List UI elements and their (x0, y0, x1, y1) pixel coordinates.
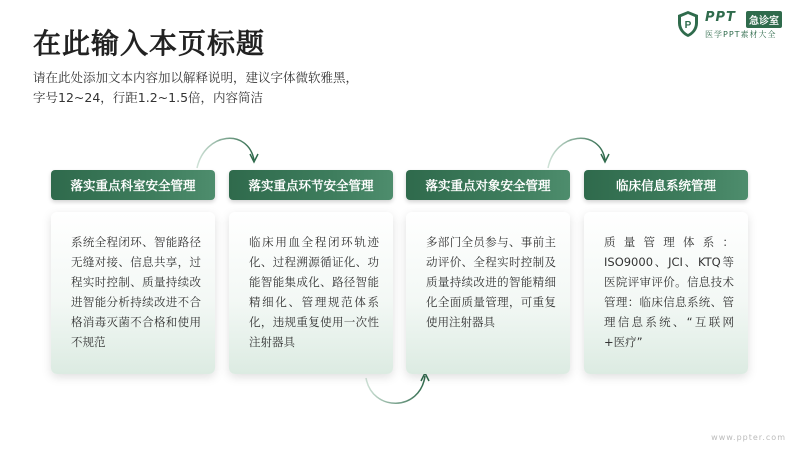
section-3-title: 落实重点对象安全管理 (406, 170, 570, 200)
arrow-3-to-4 (548, 138, 609, 168)
brand-badge: 急诊室 (746, 11, 782, 28)
section-2-card (229, 212, 393, 374)
svg-text:P: P (684, 20, 692, 31)
section-1-card (51, 212, 215, 374)
page-title: 在此输入本页标题 (33, 27, 266, 60)
arrow-1-to-2 (197, 138, 258, 168)
section-4-title: 临床信息系统管理 (584, 170, 748, 200)
brand-tagline: 医学PPT素材大全 (705, 30, 777, 39)
section-1-body: 系统全程闭环、智能路径无缝对接、信息共享，过程实时控制、质量持续改进智能分析持续改进不合格消毒灭菌不合格和使用不规范 (71, 235, 201, 349)
section-3-body: 多部门全员参与、事前主动评价、全程实时控制及质量持续改进的智能精细化全面质量管理，可重复使用注射器具 (426, 235, 556, 329)
description-line-1: 请在此处添加文本内容加以解释说明，建议字体微软雅黑， (33, 70, 359, 85)
section-2-body: 临床用血全程闭环轨迹化、过程溯源循证化、功能智能集成化、路径智能精细化、管理规范体系化，违规重复使用一次性注射器具 (249, 235, 379, 349)
arrow-2-to-3 (366, 373, 429, 403)
section-4-body: 质量管理体系：ISO9000、JCI、KTQ等医院评审评价。信息技术管理：临床信息系统、管理信息系统、“互联网+医疗” (604, 235, 734, 349)
section-4-card (584, 212, 748, 374)
section-1-title: 落实重点科室安全管理 (51, 170, 215, 200)
brand-name: PPT (705, 10, 736, 25)
footer-watermark: www.ppter.com (711, 433, 786, 442)
section-3-card (406, 212, 570, 374)
section-2-title: 落实重点环节安全管理 (229, 170, 393, 200)
description-line-2: 字号12~24，行距1.2~1.5倍，内容简洁 (33, 90, 264, 105)
